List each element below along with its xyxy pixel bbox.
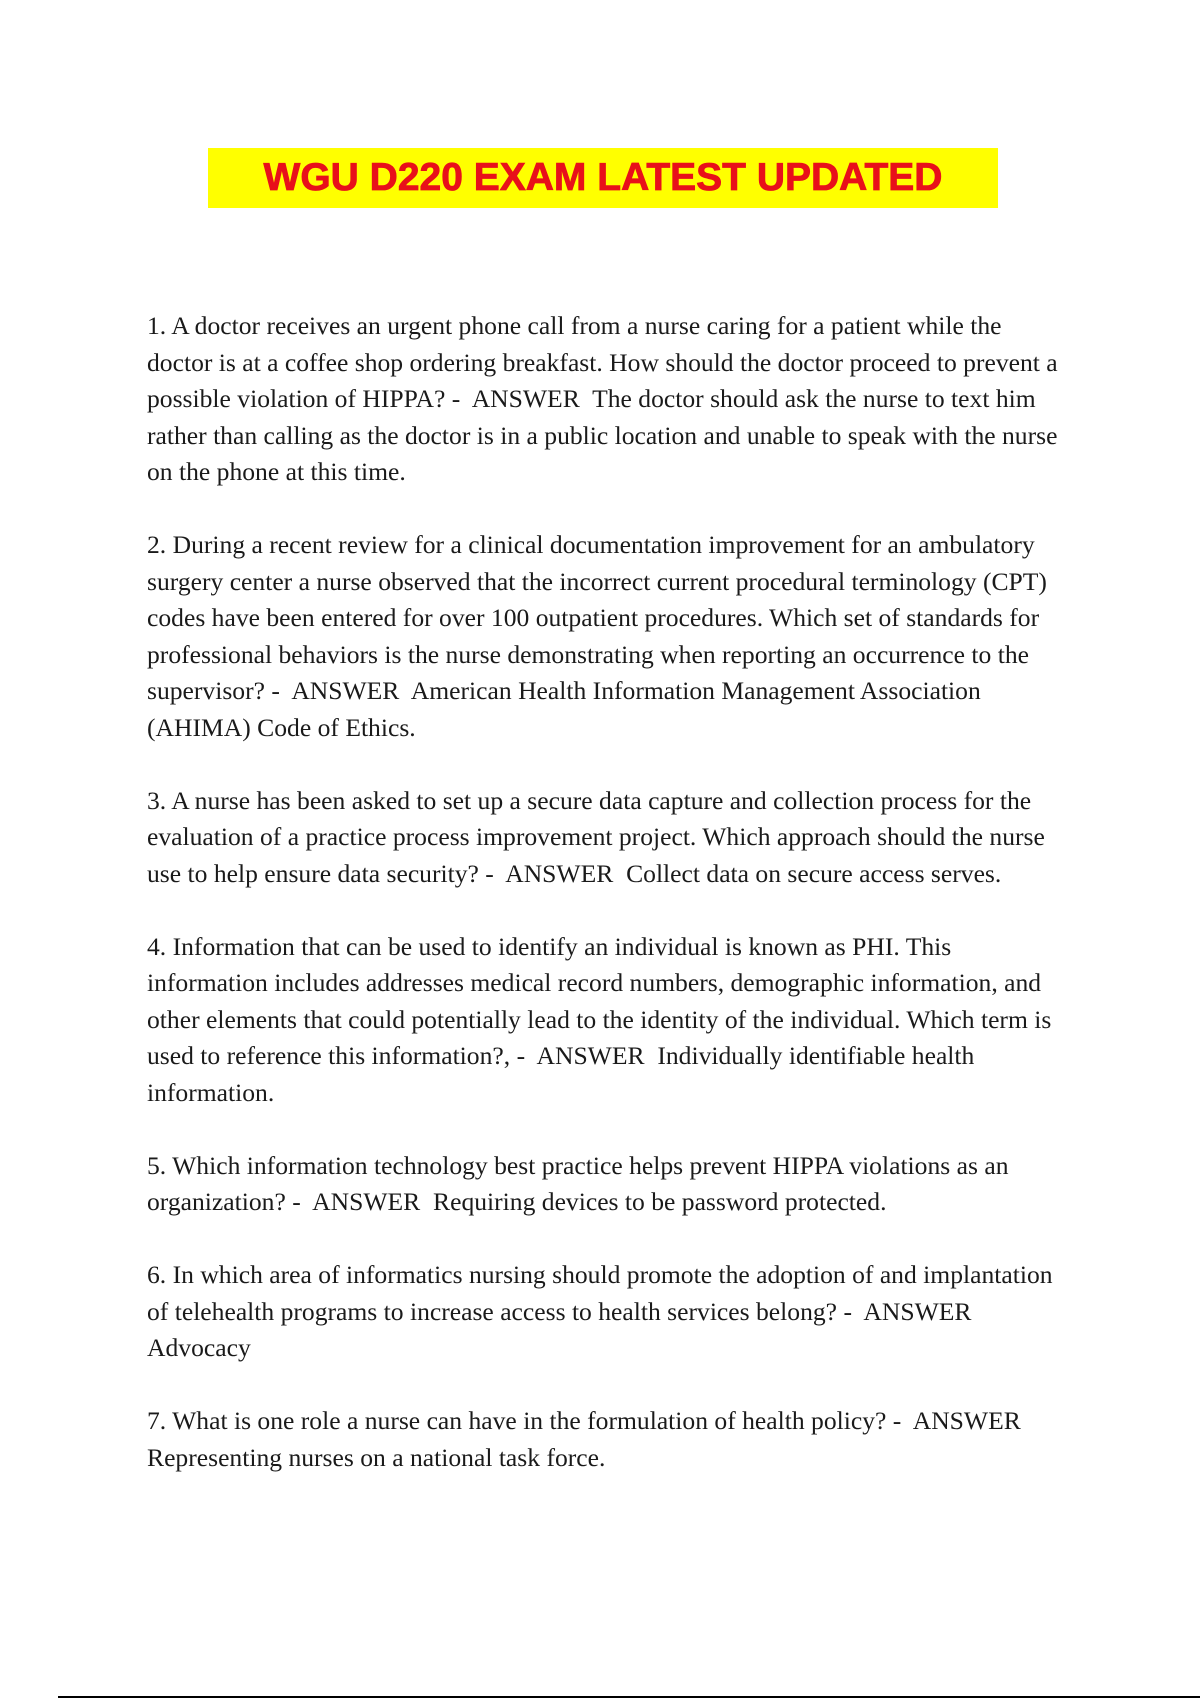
title-highlight [208, 148, 998, 208]
answer-text: The doctor should ask the nurse to text him rather than calling as the doctor is in a public location and unable to speak with the nurse on the phone at this time. [147, 384, 1058, 486]
qa-item-5 [147, 1148, 1072, 1221]
qa-item-6 [147, 1257, 1072, 1367]
answer-text: Advocacy [147, 1333, 251, 1362]
answer-label: ANSWER [291, 676, 400, 705]
question-number: 5. [147, 1150, 167, 1180]
question-number: 1. [147, 311, 167, 340]
qa-item-4 [147, 929, 1072, 1112]
separator: - [271, 676, 280, 705]
question-text: During a recent review for a clinical documentation improvement for an ambulatory surgery center a nurse observed that the incorrect current procedural terminology (CPT) codes have been entered for over 100 outpatient procedures. Which set of standards for professional behaviors is the nurse demonstrating when reporting an occurrence to the supervisor? [147, 530, 1047, 705]
separator: - [516, 1041, 526, 1070]
separator: - [292, 1187, 301, 1216]
answer-text: American Health Information Management Association (AHIMA) Code of Ethics. [147, 676, 981, 742]
answer-label: ANSWER [536, 1041, 645, 1070]
separator: - [451, 384, 461, 413]
qa-item-1 [147, 308, 1072, 491]
qa-item-2 [147, 527, 1072, 746]
question-text: What is one role a nurse can have in the formulation of health policy? [172, 1406, 887, 1435]
answer-label: ANSWER [505, 858, 614, 888]
answer-label: ANSWER [471, 384, 580, 413]
separator: - [892, 1406, 902, 1435]
question-text: In which area of informatics nursing should promote the adoption of and implantation of telehealth programs to increase access to health services belong? [147, 1260, 1053, 1326]
question-number: 6. [147, 1260, 167, 1289]
question-number: 7. [147, 1406, 167, 1435]
qa-item-7 [147, 1403, 1072, 1476]
question-number: 4. [147, 931, 167, 961]
answer-text: Requiring devices to be password protected. [433, 1187, 887, 1216]
qa-item-3 [147, 783, 1072, 893]
separator: - [485, 858, 494, 888]
answer-label: ANSWER [912, 1406, 1021, 1435]
question-text: A doctor receives an urgent phone call from a nurse caring for a patient while the doctor is at a coffee shop ordering breakfast. How should the doctor proceed to prevent a possible violation of HIPPA? [147, 311, 1058, 413]
question-number: 3. [147, 785, 167, 815]
answer-label: ANSWER [312, 1187, 421, 1216]
answer-text: Collect data on secure access serves. [626, 858, 1002, 888]
question-number: 2. [147, 530, 167, 559]
separator: - [843, 1296, 852, 1326]
question-list [147, 308, 1072, 1513]
question-text: Which information technology best practice helps prevent HIPPA violations as an organization? [147, 1150, 1009, 1216]
page-title: WGU D220 EXAM LATEST UPDATED [263, 156, 943, 199]
question-text: A nurse has been asked to set up a secure data capture and collection process for the evaluation of a practice process improvement project. Which approach should the nurse use to help ensure data security? [147, 785, 1045, 888]
answer-text: Individually identifiable health information. [147, 1041, 975, 1107]
answer-label: ANSWER [863, 1296, 972, 1326]
bottom-divider [58, 1696, 1200, 1698]
answer-text: Representing nurses on a national task force. [147, 1442, 606, 1472]
question-text: Information that can be used to identify an individual is known as PHI. This information includes addresses medical record numbers, demographic information, and other elements that could potentially lead to the identity of the individual. Which term is used to reference this information?, [147, 931, 1052, 1070]
